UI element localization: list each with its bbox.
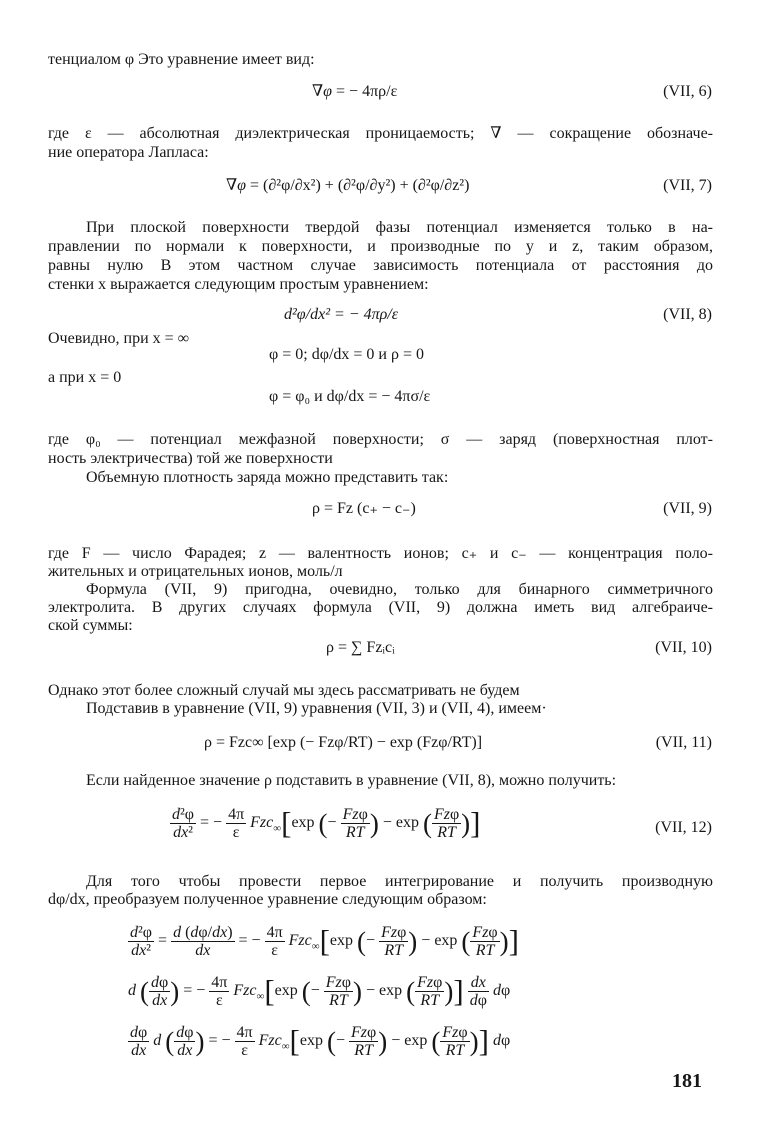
equation-vii-12: $\frac{\text{d²φ}}{\text{dx²}}$ = − $\frac{4\pi}{\varepsilon}$ Fzc$_\infty$[exp (− Fzφ RT ) − exp ( Fzφ RT )] bbox=[172, 805, 481, 841]
text-line: где F — число Фарадея; z — валентность ионов; c₊ и c₋ — концентрация поло- bbox=[48, 545, 714, 562]
text-line: Подставив в уравнение (VII, 9) уравнения (VII, 3) и (VII, 4), имеем· bbox=[86, 700, 547, 717]
text-line: электролита. В других случаях формула (VII, 9) должна иметь вид алгебраиче- bbox=[48, 599, 713, 616]
equation-number: (VII, 12) bbox=[655, 819, 712, 836]
equation-vii-8: d²φ/dx² = − 4πρ/ε bbox=[284, 306, 399, 323]
text-line: Объемную плотность заряда можно представить так: bbox=[86, 469, 449, 486]
text-line: где ε — абсолютная диэлектрическая проницаемость; ∇ — сокращение обозначе- bbox=[48, 125, 713, 142]
derivation-line: $\frac{d\varphi}{dx}$ d ( $\frac{d\varphi}{dx}$ ) = − $\frac{4\pi}{\varepsilon}$ Fzc$_\infty$[exp (− Fzφ RT ) − exp ( Fzφ RT )] dφ bbox=[130, 1023, 511, 1059]
equation-number: (VII, 11) bbox=[655, 734, 712, 751]
derivation-line: d ( $\frac{d\varphi}{dx}$ ) = − $\frac{4\pi}{\varepsilon}$ Fzc$_\infty$[exp (− Fzφ RT ) − exp ( Fzφ RT )] $\frac{dx}{d\varphi}$ dφ bbox=[128, 973, 511, 1009]
equation-vii-6 bbox=[312, 82, 397, 101]
equation-number: (VII, 6) bbox=[663, 83, 712, 100]
condition-equation: φ = φ₀ и dφ/dx = − 4πσ/ε bbox=[269, 388, 431, 405]
equation-vii-10: ρ = ∑ Fzᵢcᵢ bbox=[326, 639, 395, 656]
text-line: а при x = 0 bbox=[48, 369, 122, 386]
text-line: равны нулю В этом частном случае зависимость потенциала от расстояния до bbox=[48, 257, 713, 274]
condition-equation: φ = 0; dφ/dx = 0 и ρ = 0 bbox=[269, 346, 424, 363]
equation-lhs: ∇φ bbox=[312, 83, 333, 100]
text-line: ской суммы: bbox=[48, 617, 133, 634]
text-line: тенциалом φ Это уравнение имеет вид: bbox=[48, 51, 315, 68]
text-line: Очевидно, при x = ∞ bbox=[48, 330, 190, 347]
equation-rhs: = − 4πρ/ε bbox=[336, 83, 398, 100]
equation-rhs: = (∂²φ/∂x²) + (∂²φ/∂y²) + (∂²φ/∂z²) bbox=[250, 177, 470, 194]
equation-lhs: ∇φ bbox=[226, 177, 247, 194]
text-line: где φ₀ — потенциал межфазной поверхности; σ — заряд (поверхностная плот- bbox=[48, 431, 713, 448]
equation-number: (VII, 9) bbox=[663, 500, 712, 517]
equation-vii-7 bbox=[226, 176, 469, 195]
derivation-line: $\frac{\text{d²φ}}{\text{dx²}}$ = $\frac{d (d\varphi/dx)}{dx}$ = − $\frac{4\pi}{\varepsilon}$ Fzc$_\infty$[exp (− Fzφ RT ) − exp ( Fzφ RT )] bbox=[130, 923, 519, 959]
text-line: Однако этот более сложный случай мы здесь рассматривать не будем bbox=[48, 682, 520, 699]
text-line: ние оператора Лапласа: bbox=[48, 144, 209, 161]
text-line: При плоской поверхности твердой фазы потенциал изменяется только в на- bbox=[86, 219, 713, 236]
equation-vii-11: ρ = Fzc∞ [exp (− Fzφ/RT) − exp (Fzφ/RT)] bbox=[204, 734, 483, 751]
text-line: Формула (VII, 9) пригодна, очевидно, только для бинарного симметричного bbox=[86, 581, 713, 598]
text-line: жительных и отрицательных ионов, моль/л bbox=[48, 563, 343, 580]
text-line: dφ/dx, преобразуем полученное уравнение следующим образом: bbox=[48, 891, 487, 908]
equation-number: (VII, 7) bbox=[663, 177, 712, 194]
text-line: правлении по нормали к поверхности, и производные по y и z, таким образом, bbox=[48, 238, 713, 255]
page-number: 181 bbox=[672, 1070, 702, 1092]
text-line: стенки x выражается следующим простым уравнением: bbox=[48, 276, 429, 293]
text-line: Для того чтобы провести первое интегрирование и получить производную bbox=[86, 873, 713, 890]
text-line: ность электричества) той же поверхности bbox=[48, 450, 333, 467]
text-line: Если найденное значение ρ подставить в уравнение (VII, 8), можно получить: bbox=[86, 772, 617, 789]
equation-number: (VII, 8) bbox=[663, 306, 712, 323]
equation-number: (VII, 10) bbox=[655, 639, 712, 656]
equation-vii-9: ρ = Fz (c₊ − c₋) bbox=[312, 500, 416, 517]
